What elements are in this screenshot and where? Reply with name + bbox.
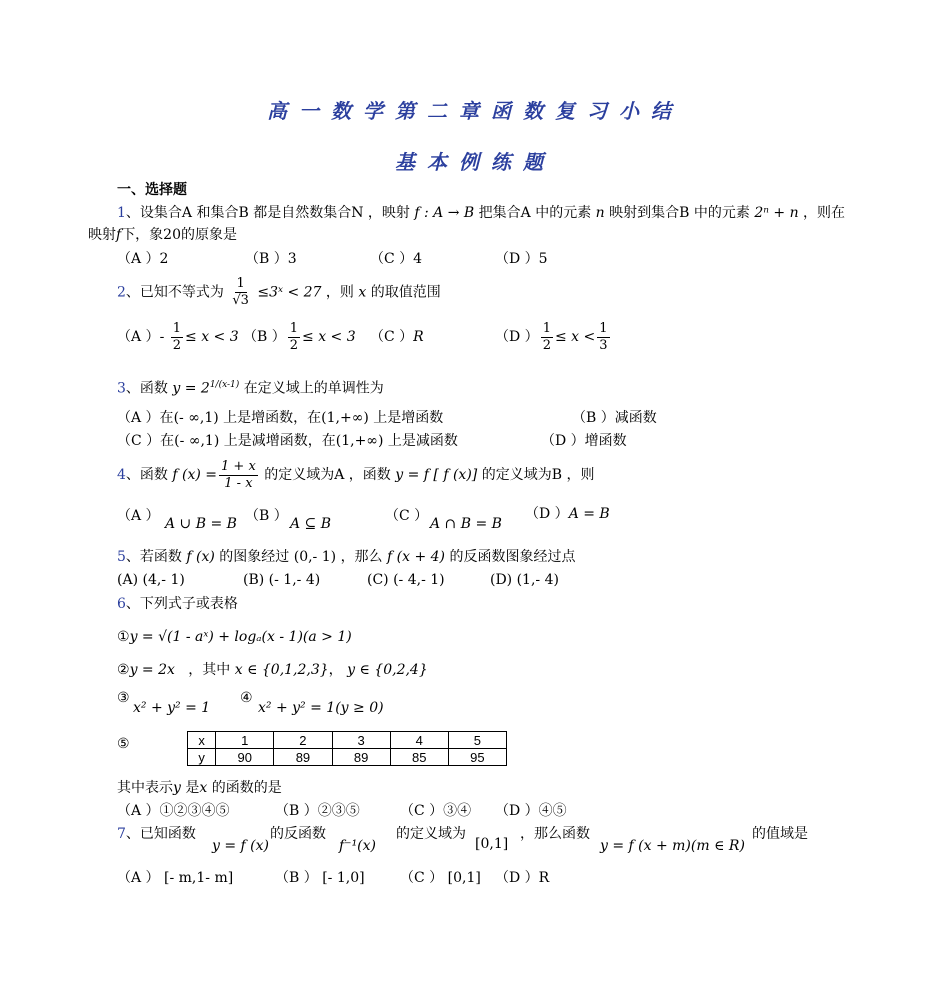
question-text: 、函数 [125,467,168,483]
option-d: （D ）5 [495,251,548,267]
question-text: ，那么函数 [520,826,590,842]
fraction: $\frac{1}{√3}$ [232,276,249,308]
question-text: ，则 [325,284,354,301]
option-c-expr: A ∩ B = B [430,516,502,532]
question-text: 、若函数 [125,549,182,565]
option-d: （D ）增函数 [541,433,627,449]
option-a: (A) (4,- 1) [117,572,185,588]
question-1 [117,203,845,223]
item-1: ①y = √(1 - aˣ) + logₐ(x - 1)(a > 1) [117,629,352,645]
question-text: ，那么 [340,549,383,565]
question-text: 的图象经过 [219,549,290,565]
option-b: （B ）②③⑤ [275,803,360,819]
data-table [187,731,507,766]
option-b: (B) (- 1,- 4) [243,572,321,588]
question-text: 的值域是 [752,826,808,842]
question-2 [117,276,441,309]
question-text: 、已知函数 [125,826,196,842]
option-d: (D) (1,- 4) [490,572,559,588]
option-d: （D ）R [495,870,550,886]
question-text: 映射 [88,227,116,243]
option-c: （C ） [385,508,429,524]
option-c: （C ）③④ [400,803,472,819]
question-text: 下，象20的原象是 [121,227,238,243]
option-a: （A ） [117,508,160,524]
option-c: （C ）在(- ∞,1) 上是减增函数，在(1,+∞) 上是减函数 [117,433,458,449]
question-5 [117,547,575,567]
math-expr: y = f [ f (x)] [395,467,478,483]
item-5: ⑤ [117,736,130,752]
page-title: 高一数学第二章函数复习小结 [267,99,683,123]
option-a: （A ）在(- ∞,1) 上是增函数，在(1,+∞) 上是增函数 [117,410,444,426]
math-expr: (0,- 1) [293,549,337,565]
option-b: （B ）减函数 [572,410,657,426]
item-3: ③ [117,690,130,706]
item-4-expr: x² + y² = 1(y ≥ 0) [258,700,384,716]
question-text: 的反函数 [270,826,326,842]
question-text: 的反函数图象经过点 [449,549,576,565]
item-3-expr: x² + y² = 1 [133,700,211,716]
option-d: （D ）④⑤ [495,803,567,819]
table-row: y 90 89 89 85 95 [188,749,507,766]
table-row: x 1 2 3 4 5 [188,732,507,749]
option-d: （D ） $\frac{1}{2}$ ≤ x < $\frac{1}{3}$ [495,320,608,353]
page-subtitle: 基本例练题 [395,150,555,174]
math-expr: f (x) [186,549,215,565]
option-b: （B ） [245,508,288,524]
math-expr: y = 2 [172,380,210,397]
math-expr: y = f (x) [212,838,269,854]
option-a-expr: A ∪ B = B [165,516,237,532]
question-number: 5 [117,549,126,565]
question-text: 、已知不等式为 [125,284,224,301]
option-b-expr: A ⊆ B [290,516,332,532]
question-text: 、设集合A 和集合B 都是自然数集合N ，映射 [125,205,410,221]
question-number: 2 [117,284,126,301]
option-b: （B ） $\frac{1}{2}$ ≤ x < 3 [243,320,356,353]
question-number: 3 [117,380,126,397]
question-text: 的定义域为B ，则 [481,467,595,483]
question-4 [117,458,594,492]
item-2: ②y = 2x ，其中 x ∈ {0,1,2,3}， y ∈ {0,2,4} [117,662,428,678]
question-6 [117,594,238,614]
question-1-line2 [88,225,237,245]
math-expr: 2ⁿ + n [754,205,799,221]
math-expr: f (x) = [172,467,218,483]
option-b: （B ）3 [245,251,297,267]
option-c: （C ）4 [370,251,423,267]
question-7 [117,824,196,844]
option-d: （D ）A = B [525,506,610,522]
question-text: 的取值范围 [370,284,441,301]
question-3: 3、函数 $y = 2^{1/(x-1)}$ 在定义域上的单调性为 [117,380,384,397]
math-expr: [0,1] [475,836,509,852]
fraction: $\frac{1 + x}{1 - x}$ [221,458,256,491]
question-text: ，则在 [803,205,846,221]
question-text: 在定义域上的单调性为 [243,380,384,397]
question-6-ask: 其中表示y 是x 的函数的是 [117,780,282,796]
option-c: （C ） [0,1] [400,870,481,886]
option-b: （B ） [- 1,0] [275,870,365,886]
math-expr: f [116,227,122,243]
math-expr: f (x + 4) [387,549,446,565]
option-a: （A ）2 [117,251,169,267]
option-a: （A ）①②③④⑤ [117,803,230,819]
question-text: 映射到集合B 中的元素 [609,205,750,221]
math-expr: x [358,284,367,301]
question-text: 把集合A 中的元素 [478,205,592,221]
math-expr: y = f (x + m)(m ∈ R) [600,838,745,854]
question-text: 的定义域为 [396,826,466,842]
math-expr: ≤3ˣ < 27 [257,284,322,301]
question-number: 7 [117,826,126,842]
question-number: 6 [117,596,126,612]
section-heading: 一、选择题 [117,182,187,198]
math-expr: f : A → B [414,205,475,221]
question-text: 的定义域为A ，函数 [264,467,391,483]
math-expr: f⁻¹(x) [339,838,377,854]
math-expr: n [595,205,605,221]
option-a: （A ） [- m,1- m] [117,870,234,886]
option-c: (C) (- 4,- 1) [367,572,445,588]
option-a: （A ）- $\frac{1}{2}$ ≤ x < 3 [117,320,239,353]
question-number: 4 [117,467,126,483]
option-c: （C ）R [370,329,424,345]
question-number: 1 [117,205,126,221]
question-text: 、函数 [125,380,168,397]
question-text: 、下列式子或表格 [125,596,238,612]
item-4: ④ [240,690,253,706]
